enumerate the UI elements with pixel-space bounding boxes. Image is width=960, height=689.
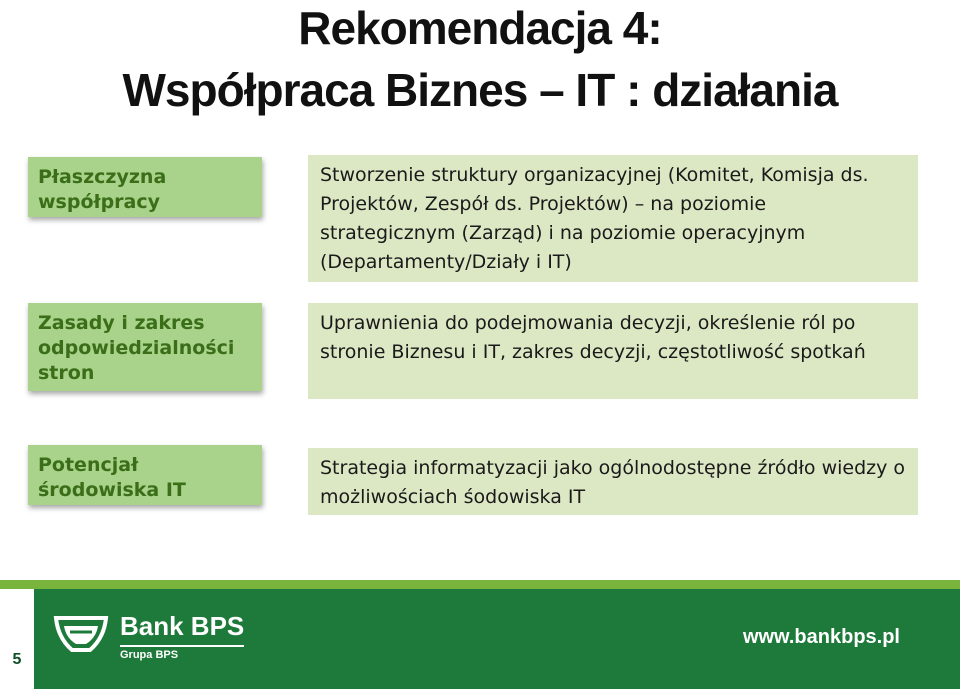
row-content-potencjal: Strategia informatyzacji jako ogólnodostępne źródło wiedzy o możliwościach śodowiska IT: [308, 448, 918, 515]
row-label-plaszczyzna: Płaszczyzna współpracy: [28, 157, 262, 217]
brand-divider: [120, 645, 244, 647]
row-content-plaszczyzna: Stworzenie struktury organizacyjnej (Komitet, Komisja ds. Projektów, Zespół ds. Projektów) – na poziomie strategicznym (Zarząd) i na poziomie operacyjnym (Departamenty/Działy i IT): [308, 155, 918, 282]
footer-url[interactable]: www.bankbps.pl: [742, 626, 900, 648]
page-number: 5: [0, 589, 34, 689]
slide-title-line-2: Współpraca Biznes – IT : działania: [122, 64, 838, 116]
brand-name: Bank BPS: [120, 611, 245, 641]
brand-group: Grupa BPS: [120, 649, 179, 661]
row-label-zasady: Zasady i zakres odpowiedzialności stron: [28, 303, 262, 391]
bank-bps-logo-icon: [50, 610, 112, 656]
slide-title-line-1: Rekomendacja 4:: [298, 2, 662, 54]
row-label-potencjal: Potencjał środowiska IT: [28, 445, 262, 505]
row-content-zasady: Uprawnienia do podejmowania decyzji, określenie ról po stronie Biznesu i IT, zakres decyzji, częstotliwość spotkań: [308, 303, 918, 399]
